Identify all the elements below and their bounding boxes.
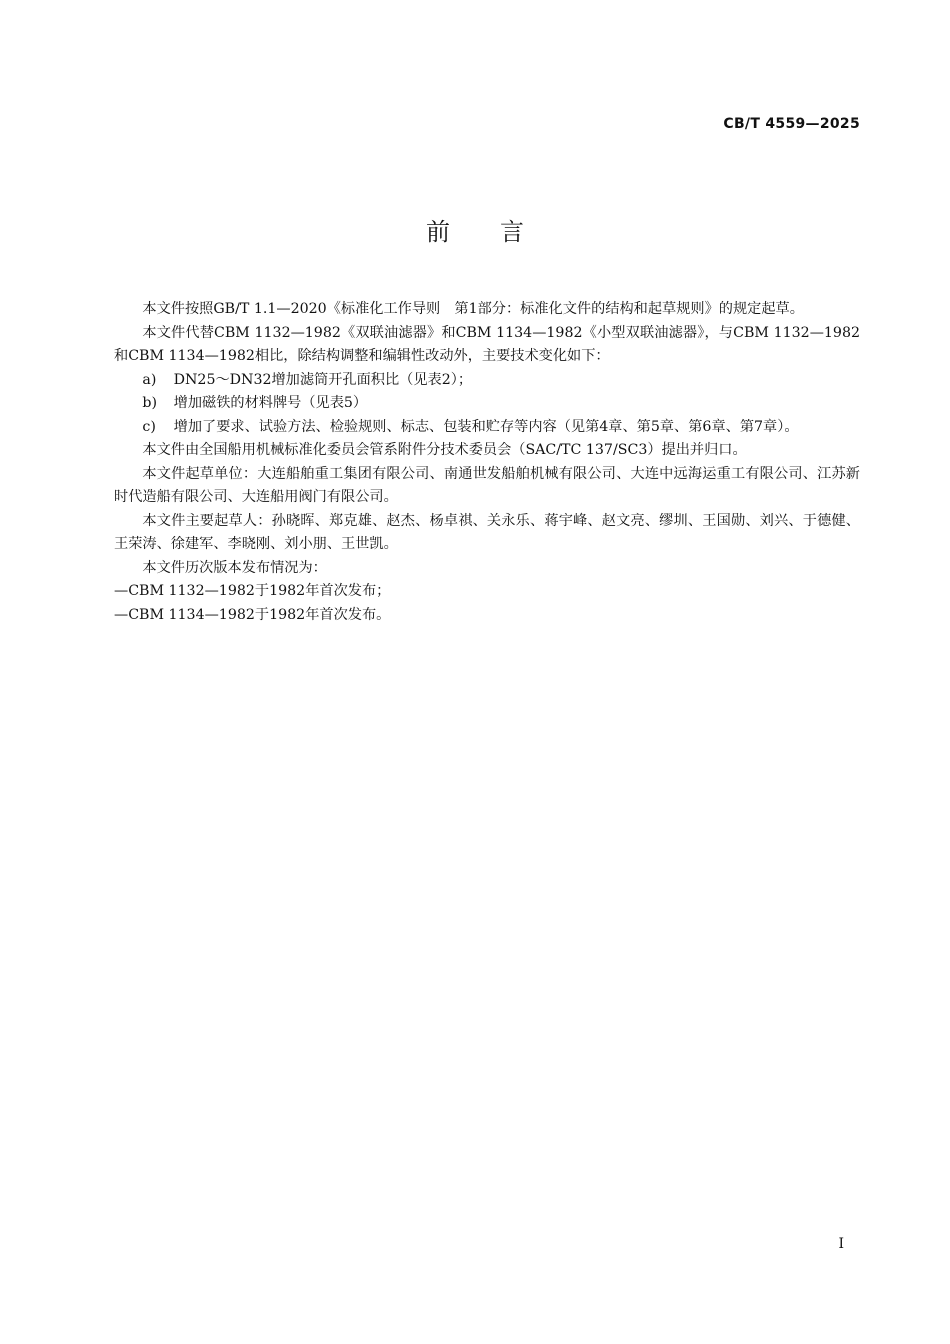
list-item [114,392,860,416]
document-code: CB/T 4559—2025 [723,116,860,132]
paragraph-proposer: 本文件由全国船用机械标准化委员会管系附件分技术委员会（SAC/TC 137/SC3）提出并归口。 [142,442,747,458]
paragraph-drafting-units: 本文件起草单位：大连船舶重工集团有限公司、南通世发船舶机械有限公司、大连中远海运重工有限公司、江苏新时代造船有限公司、大连船用阀门有限公司。 [114,465,860,505]
list-item-label: a) [142,371,157,388]
list-item-text: 增加了要求、试验方法、检验规则、标志、包装和贮存等内容（见第4章、第5章、第6章、第7章）。 [173,418,799,435]
paragraph-drafters: 本文件主要起草人：孙晓晖、郑克雄、赵杰、杨卓祺、关永乐、蒋宇峰、赵文亮、缪圳、王国勋、刘兴、于德健、王荣涛、徐建军、李晓刚、刘小朋、王世凯。 [114,512,860,552]
history-item: —CBM 1132—1982于1982年首次发布； [114,583,391,599]
list-item-text: DN25～DN32增加滤筒开孔面积比（见表2）； [173,371,473,388]
page-title: 前言 [426,218,574,246]
list-item-label: c) [142,418,156,435]
page-number: I [838,1236,844,1252]
history-item: —CBM 1134—1982于1982年首次发布。 [114,606,391,623]
list-item [114,416,860,440]
list-item-text: 增加磁铁的材料牌号（见表5） [173,395,368,411]
list-item-label: b) [142,395,158,411]
foreword-content [114,298,860,627]
list-item [114,369,860,393]
paragraph-drafting-basis: 本文件按照GB/T 1.1—2020《标准化工作导则 第1部分：标准化文件的结构和起草规则》的规定起草。 [142,301,804,317]
paragraph-history-intro: 本文件历次版本发布情况为： [142,559,327,576]
paragraph-replacement: 本文件代替CBM 1132—1982《双联油滤器》和CBM 1134—1982《小型双联油滤器》，与CBM 1132—1982和CBM 1134—1982相比，除结构调整和编辑性改动外，主要技术变化如下： [114,324,860,364]
